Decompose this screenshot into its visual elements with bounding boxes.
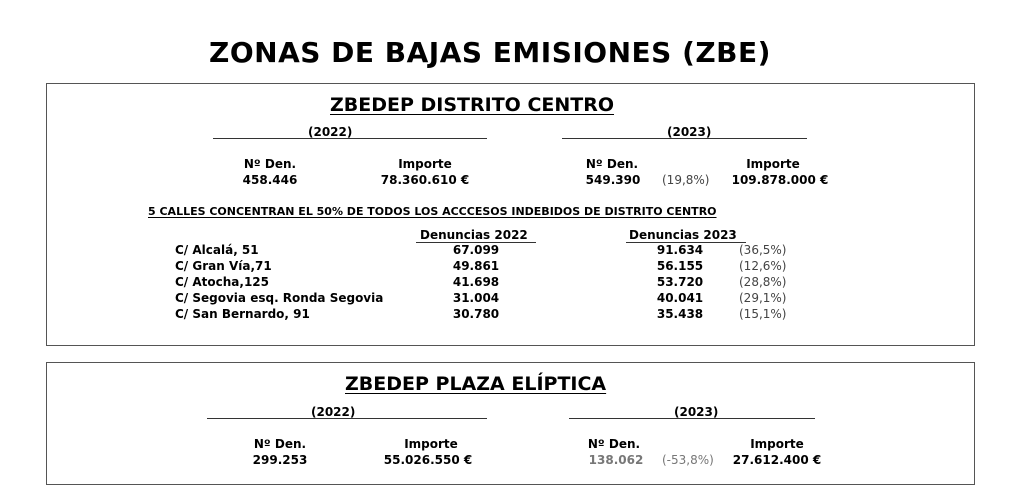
street-d2022: 30.780 [452, 307, 500, 321]
street-d2022: 41.698 [452, 275, 500, 289]
street-name: C/ Segovia esq. Ronda Segovia [175, 291, 384, 305]
eliptica-den-label-2022: Nº Den. [253, 437, 307, 451]
street-d2022: 49.861 [452, 259, 500, 273]
centro-year-2023: (2023) [667, 125, 712, 139]
street-d2022: 31.004 [452, 291, 500, 305]
eliptica-importe-label-2023: Importe [750, 437, 804, 451]
page-title: ZONAS DE BAJAS EMISIONES (ZBE) [209, 36, 771, 69]
centro-importe-value-2023: 109.878.000 € [731, 173, 829, 187]
street-change: (28,8%) [739, 275, 787, 289]
street-d2022: 67.099 [452, 243, 500, 257]
centro-importe-label-2023: Importe [746, 157, 800, 171]
street-change: (29,1%) [739, 291, 787, 305]
eliptica-title: ZBEDEP PLAZA ELÍPTICA [345, 373, 607, 395]
street-d2023: 35.438 [656, 307, 704, 321]
centro-den-label-2022: Nº Den. [243, 157, 297, 171]
eliptica-year-2023: (2023) [674, 405, 719, 419]
centro-den-value-2023: 549.390 [585, 173, 641, 187]
street-d2023: 91.634 [656, 243, 704, 257]
street-d2023: 40.041 [656, 291, 704, 305]
centro-importe-label-2022: Importe [398, 157, 452, 171]
eliptica-importe-value-2022: 55.026.550 € [383, 453, 473, 467]
col-denuncias-2023: Denuncias 2023 [629, 228, 737, 242]
centro-year-2022: (2022) [308, 125, 353, 139]
eliptica-den-label-2023: Nº Den. [587, 437, 641, 451]
street-change: (36,5%) [739, 243, 787, 257]
eliptica-year-2022: (2022) [311, 405, 356, 419]
centro-den-value-2022: 458.446 [242, 173, 298, 187]
street-name: C/ Alcalá, 51 [175, 243, 259, 257]
centro-den-change: (19,8%) [662, 173, 710, 187]
street-name: C/ Gran Vía,71 [175, 259, 272, 273]
centro-den-label-2023: Nº Den. [585, 157, 639, 171]
street-name: C/ Atocha,125 [175, 275, 269, 289]
centro-importe-value-2022: 78.360.610 € [380, 173, 470, 187]
street-d2023: 56.155 [656, 259, 704, 273]
eliptica-den-change: (-53,8%) [662, 453, 714, 467]
centro-title: ZBEDEP DISTRITO CENTRO [330, 94, 615, 116]
eliptica-importe-value-2023: 27.612.400 € [732, 453, 822, 467]
street-change: (15,1%) [739, 307, 787, 321]
centro-headline: 5 CALLES CONCENTRAN EL 50% DE TODOS LOS ACCCESOS INDEBIDOS DE DISTRITO CENTRO [148, 205, 717, 218]
eliptica-importe-label-2022: Importe [404, 437, 458, 451]
street-d2023: 53.720 [656, 275, 704, 289]
eliptica-den-value-2022: 299.253 [252, 453, 308, 467]
street-name: C/ San Bernardo, 91 [175, 307, 310, 321]
eliptica-den-value-2023: 138.062 [588, 453, 644, 467]
col-denuncias-2022: Denuncias 2022 [420, 228, 528, 242]
street-change: (12,6%) [739, 259, 787, 273]
